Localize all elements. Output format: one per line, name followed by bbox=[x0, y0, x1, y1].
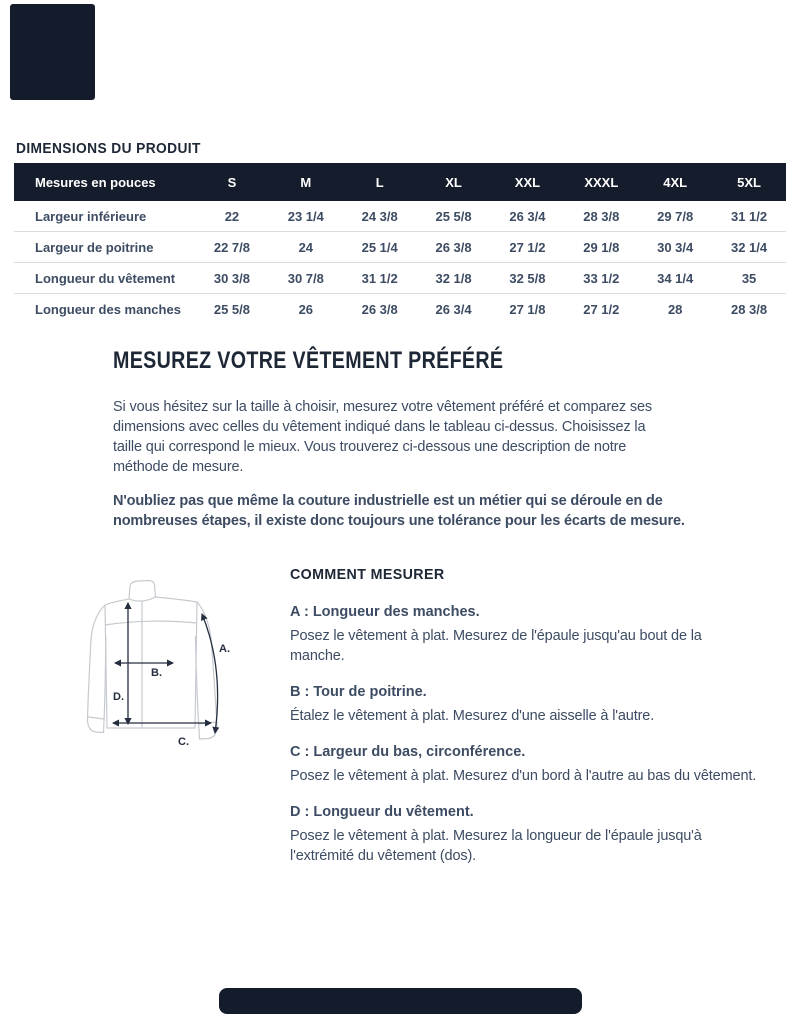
table-row bbox=[14, 201, 786, 232]
how-to-measure-section bbox=[290, 566, 795, 882]
paragraph-line: méthode de mesure. bbox=[113, 459, 244, 475]
measure-item-text: manche. bbox=[290, 648, 345, 664]
diagram-label-a: A. bbox=[219, 643, 230, 655]
row-label: Largeur inférieure bbox=[35, 208, 147, 224]
bottom-bar[interactable] bbox=[219, 988, 582, 1014]
row-label: Longueur du vêtement bbox=[14, 263, 195, 294]
size-value: 32 5/8 bbox=[491, 263, 565, 294]
size-chart-header-cell: 5XL bbox=[712, 163, 786, 201]
table-row bbox=[14, 232, 786, 263]
measure-item-c bbox=[290, 742, 795, 786]
size-value: 26 3/4 bbox=[509, 208, 546, 224]
tolerance-note-paragraph bbox=[113, 491, 723, 531]
size-chart-header-cell: S bbox=[195, 163, 269, 201]
jacket-measurement-diagram bbox=[85, 578, 245, 760]
size-value: 23 1/4 bbox=[287, 208, 324, 224]
size-chart-header-cell: XL bbox=[417, 163, 491, 201]
size-value: 28 3/8 bbox=[583, 208, 620, 224]
measure-item-b bbox=[290, 682, 795, 726]
measure-item-text: Posez le vêtement à plat. Mesurez la longueur de l'épaule jusqu'à bbox=[290, 828, 702, 844]
size-value: 24 3/8 bbox=[361, 208, 398, 224]
size-chart-header-cell: XXL bbox=[491, 163, 565, 201]
size-chart-header-cell: 4XL bbox=[638, 163, 712, 201]
size-value: 26 3/4 bbox=[417, 294, 491, 325]
size-value: 29 7/8 bbox=[657, 208, 694, 224]
paragraph-line: taille qui correspond le mieux. Vous trouverez ci-dessous une description de notre bbox=[113, 439, 627, 455]
size-value: 22 bbox=[224, 208, 240, 224]
how-to-measure-title: COMMENT MESURER bbox=[290, 566, 445, 583]
size-chart-header-row bbox=[14, 163, 786, 201]
size-chart-header-cell: XXXL bbox=[564, 163, 638, 201]
paragraph-line: Si vous hésitez sur la taille à choisir, mesurez votre vêtement préféré et comparez ses bbox=[113, 399, 652, 415]
measure-item-label: C : Largeur du bas, circonférence. bbox=[290, 744, 526, 760]
size-value: 33 1/2 bbox=[564, 263, 638, 294]
size-value: 32 1/8 bbox=[417, 263, 491, 294]
size-value: 35 bbox=[712, 263, 786, 294]
size-chart-table bbox=[14, 163, 786, 324]
size-value: 27 1/2 bbox=[564, 294, 638, 325]
size-value: 31 1/2 bbox=[730, 208, 768, 224]
size-value: 32 1/4 bbox=[712, 232, 786, 263]
size-value: 27 1/2 bbox=[491, 232, 565, 263]
size-value: 27 1/8 bbox=[491, 294, 565, 325]
measure-item-text: Posez le vêtement à plat. Mesurez de l'épaule jusqu'au bout de la bbox=[290, 628, 702, 644]
size-value: 25 5/8 bbox=[435, 208, 472, 224]
table-row bbox=[14, 294, 786, 325]
size-chart-header-cell: M bbox=[269, 163, 343, 201]
size-chart-header-cell: Mesures en pouces bbox=[14, 163, 195, 201]
size-value: 34 1/4 bbox=[638, 263, 712, 294]
diagram-label-b: B. bbox=[151, 667, 162, 679]
size-value: 28 bbox=[638, 294, 712, 325]
size-value: 25 1/4 bbox=[343, 232, 417, 263]
measure-section-title: MESUREZ VOTRE VÊTEMENT PRÉFÉRÉ bbox=[113, 347, 504, 374]
size-value: 22 7/8 bbox=[195, 232, 269, 263]
size-value: 30 3/8 bbox=[195, 263, 269, 294]
size-value: 31 1/2 bbox=[343, 263, 417, 294]
table-row bbox=[14, 263, 786, 294]
diagram-label-d: D. bbox=[113, 691, 124, 703]
measure-item-text: l'extrémité du vêtement (dos). bbox=[290, 848, 477, 864]
measure-item-text: Étalez le vêtement à plat. Mesurez d'une aisselle à l'autre. bbox=[290, 708, 655, 724]
row-label: Largeur de poitrine bbox=[14, 232, 195, 263]
size-value: 26 3/8 bbox=[417, 232, 491, 263]
size-value: 30 7/8 bbox=[269, 263, 343, 294]
measure-item-label: A : Longueur des manches. bbox=[290, 604, 480, 620]
intro-paragraph bbox=[113, 397, 723, 477]
measure-item-d bbox=[290, 802, 795, 866]
row-label: Longueur des manches bbox=[14, 294, 195, 325]
diagram-label-c: C. bbox=[178, 736, 189, 748]
paragraph-line: dimensions avec celles du vêtement indiqué dans le tableau ci-dessus. Choisissez la bbox=[113, 419, 646, 435]
measure-item-label: B : Tour de poitrine. bbox=[290, 684, 427, 700]
jacket-outline-icon bbox=[88, 581, 218, 740]
dimensions-title: DIMENSIONS DU PRODUIT bbox=[16, 141, 201, 158]
size-value: 30 3/4 bbox=[638, 232, 712, 263]
measure-item-a bbox=[290, 602, 795, 666]
size-value: 29 1/8 bbox=[564, 232, 638, 263]
measure-item-text: Posez le vêtement à plat. Mesurez d'un bord à l'autre au bas du vêtement. bbox=[290, 768, 757, 784]
paragraph-line: nombreuses étapes, il existe donc toujours une tolérance pour les écarts de mesure. bbox=[113, 513, 685, 529]
size-value: 28 3/8 bbox=[712, 294, 786, 325]
size-value: 26 3/8 bbox=[343, 294, 417, 325]
measure-item-label: D : Longueur du vêtement. bbox=[290, 804, 474, 820]
paragraph-line: N'oubliez pas que même la couture industrielle est un métier qui se déroule en de bbox=[113, 493, 663, 509]
size-value: 24 bbox=[269, 232, 343, 263]
size-value: 25 5/8 bbox=[195, 294, 269, 325]
size-value: 26 bbox=[269, 294, 343, 325]
size-chart-header-cell: L bbox=[343, 163, 417, 201]
measure-your-garment-section bbox=[113, 347, 723, 531]
product-thumbnail[interactable] bbox=[10, 4, 95, 100]
